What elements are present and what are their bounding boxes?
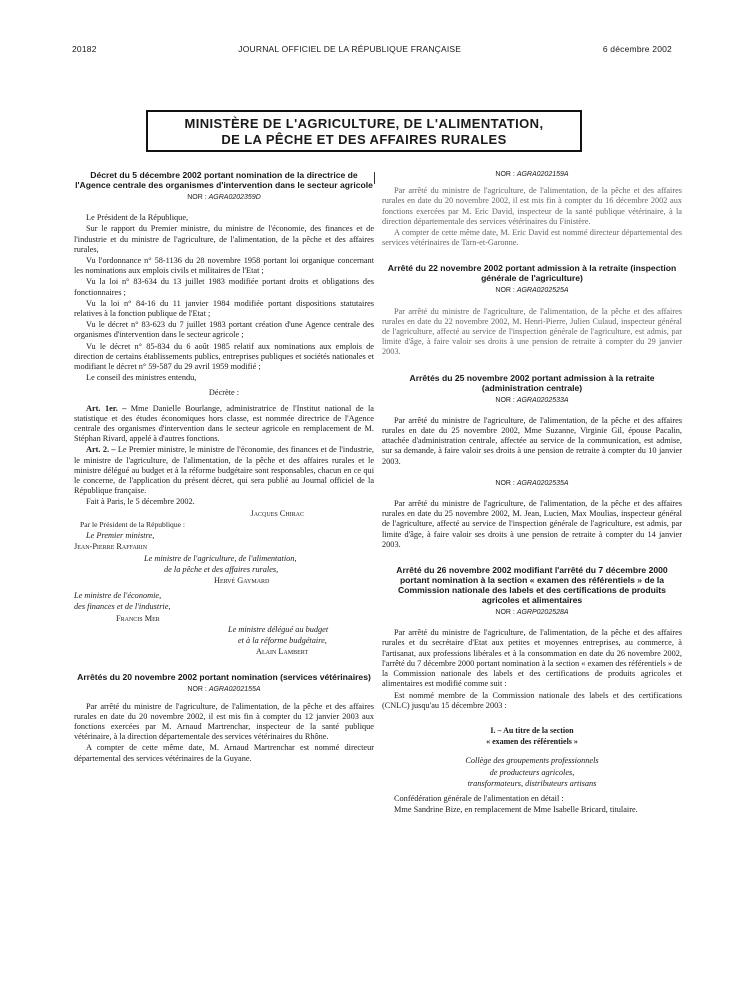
- paragraph: Par arrêté du ministre de l'agriculture, de l'alimentation, de la pêche et des affaires rurales en date du 20 novembre 2002, il est mis fin à compter du 16 décembre 2002 aux fonctions exercées par M. Eric David, inspecteur de la santé publique vétérinaire, à la direction départementale des services vétérinaires du Finistère.: [382, 186, 682, 226]
- decree-nor: [74, 193, 374, 203]
- article-1: [74, 404, 374, 445]
- page-header: [72, 44, 672, 54]
- nor-label: NOR :: [187, 194, 207, 201]
- nor-code: AGRA0202525A: [516, 287, 569, 295]
- paragraph: Vu la loi n° 83-634 du 13 juillet 1983 modifiée portant droits et obligations des fonctionnaires ;: [74, 277, 374, 297]
- paragraph: Vu la loi n° 84-16 du 11 janvier 1984 modifiée portant dispositions statutaires relatives à la fonction publique de l'Etat ;: [74, 298, 374, 319]
- arrete-26-nor: [382, 608, 682, 618]
- college-line-1: Collège des groupements professionnels: [465, 756, 599, 766]
- issue-date: 6 décembre 2002: [602, 44, 672, 54]
- paragraph: Par arrêté du ministre de l'agriculture, de l'alimentation, de la pêche et des affaires rurales en date du 22 novembre 2002, M. Henri-Pierre, Julien Culaud, inspecteur général de l'agriculture, affecté au service de l'inspection générale de l'agriculture, est admis, par limite d'âge, à faire valoir ses droits à une pension de retraite à compter du 29 janvier 2003.: [382, 306, 682, 357]
- article-text: Le Premier ministre, le ministre de l'économie, des finances et de l'industrie, le ministre de l'agriculture, de l'alimentation, de la pêche et des affaires rurales et le ministre délégué au budget et à la réforme budgétaire sont responsables, chacun en ce qui le concerne, de l'application du présent décret, qui sera publié au Journal officiel de la République française.: [74, 445, 375, 496]
- nor-label: NOR :: [495, 396, 515, 404]
- nor-code: AGRA0202533A: [516, 396, 569, 404]
- nor-code: AGRA0202155A: [208, 686, 261, 694]
- article-label: Art. 1er. –: [86, 403, 127, 413]
- decrete-heading: Décrète :: [208, 388, 240, 398]
- college-line-3: transformateurs, distributeurs artisans: [467, 778, 597, 788]
- paragraph: Mme Sandrine Bize, en remplacement de Mme Isabelle Bricard, titulaire.: [394, 805, 638, 815]
- fait-line: Fait à Paris, le 5 décembre 2002.: [86, 497, 195, 507]
- ministry-heading: [146, 110, 582, 152]
- arrete-26-title: Arrêté du 26 novembre 2002 modifiant l'arrêté du 7 décembre 2000 portant nomination à la section « examen des référentiels » de la Commission nationale des labels et des certifications de produits agricoles et alimentaires: [396, 565, 668, 606]
- left-column: [74, 170, 374, 765]
- section-title-2: « examen des référentiels »: [486, 737, 578, 747]
- eco-minister-name: Francis Mer: [116, 613, 160, 623]
- arrete-22-nor: [382, 286, 682, 296]
- nor-label: NOR :: [495, 287, 515, 295]
- page-number: 20182: [72, 44, 97, 54]
- pm-name: Jean-Pierre Raffarin: [74, 542, 148, 552]
- nor-code: AGRA0202159A: [516, 171, 569, 178]
- paragraph: Par arrêté du ministre de l'agriculture, de l'alimentation, de la pêche et des affaires rurales et du secrétaire d'Etat aux petites et moyennes entreprises, au commerce, à l'artisanat, aux professions libérales et à la consommation en date du 26 novembre 2002, l'arrêté du 7 décembre 2000 portant nomination à la section « examen des référentiels » de la Commission nationale des labels et des certifications de produits agricoles et alimentaires est modifié comme suit :: [382, 628, 682, 689]
- ministry-line-2: DE LA PÊCHE ET DES AFFAIRES RURALES: [221, 132, 507, 147]
- paragraph: Confédération générale de l'alimentation en détail :: [394, 793, 564, 803]
- paragraph: A compter de cette même date, M. Arnaud Martrenchar est nommé directeur départemental des services vétérinaires de la Guyane.: [74, 743, 374, 763]
- paragraph: Sur le rapport du Premier ministre, du ministre de l'économie, des finances et de l'industrie et du ministre de l'agriculture, de l'alimentation, de la pêche et des affaires rurales,: [74, 224, 374, 254]
- right-column: [382, 170, 682, 816]
- column-divider: [374, 172, 375, 184]
- ministry-line-1: MINISTÈRE DE L'AGRICULTURE, DE L'ALIMENTATION,: [184, 116, 544, 131]
- paragraph: Par arrêté du ministre de l'agriculture, de l'alimentation, de la pêche et des affaires rurales en date du 25 novembre 2002, Mme Suzanne, Virginie Gil, épouse Pacalin, attachée d'administration centrale, affectée au service de la communication, est admise, sur sa demande, à faire valoir ses droits à une pension de retraite à compter du 10 janvier 2003.: [382, 415, 682, 466]
- arretes-25-nor-1: [382, 396, 682, 406]
- arretes-20-nor: [74, 685, 374, 695]
- nor-label: NOR :: [495, 609, 515, 617]
- paragraph: Vu l'ordonnance n° 58-1136 du 28 novembre 1958 portant loi organique concernant les nominations aux emplois civils et militaires de l'Etat ;: [74, 256, 374, 276]
- agri-minister-title-2: de la pêche et des affaires rurales,: [164, 564, 279, 574]
- agri-minister-name: Hervé Gaymard: [214, 575, 270, 585]
- arretes-25-title: Arrêtés du 25 novembre 2002 portant admission à la retraite (administration centrale): [409, 372, 655, 393]
- paragraph: Est nommé membre de la Commission nationale des labels et des certifications (CNLC) jusqu'au 15 décembre 2003 :: [382, 690, 682, 710]
- budget-minister-title-1: Le ministre délégué au budget: [228, 624, 329, 634]
- budget-minister-title-2: et à la réforme budgétaire,: [238, 635, 327, 645]
- agri-minister-title-1: Le ministre de l'agriculture, de l'alimentation,: [144, 553, 297, 563]
- nor-code: AGRA0202359D: [208, 194, 261, 201]
- par-le-president: Par le Président de la République :: [80, 519, 186, 529]
- paragraph: Par arrêté du ministre de l'agriculture, de l'alimentation, de la pêche et des affaires rurales en date du 20 novembre 2002, il est mis fin à compter du 12 janvier 2003 aux fonctions exercées par M. Arnaud Martrenchar, inspecteur de la santé publique vétérinaire, à la direction départementale des services vétérinaires du Rhône.: [74, 701, 374, 742]
- arretes-25-nor-2: [382, 479, 682, 489]
- paragraph: A compter de cette même date, M. Eric David est nommé directeur départemental des services vétérinaires de Tarn-et-Garonne.: [382, 228, 682, 248]
- top-nor: [382, 170, 682, 180]
- arrete-22-title: Arrêté du 22 novembre 2002 portant admission à la retraite (inspection générale de l'agriculture): [387, 263, 677, 284]
- eco-minister-title-2: des finances et de l'industrie,: [74, 602, 171, 612]
- nor-code: AGRP0202528A: [516, 609, 569, 617]
- nor-code: AGRA0202535A: [516, 479, 569, 487]
- budget-minister-name: Alain Lambert: [256, 647, 309, 657]
- journal-title: JOURNAL OFFICIEL DE LA RÉPUBLIQUE FRANÇAISE: [238, 44, 462, 54]
- article-text: Mme Danielle Bourlange, administratrice de l'Institut national de la statistique et des études économiques hors classe, est nommée directrice de l'Agence centrale des organismes d'intervention dans le secteur agricole en remplacement de M. Stéphan Rivard, appelé à d'autres fonctions.: [74, 403, 374, 444]
- pm-title: Le Premier ministre,: [86, 531, 155, 541]
- college-line-2: de producteurs agricoles,: [489, 767, 575, 777]
- nor-label: NOR :: [187, 686, 207, 694]
- paragraph: Vu le décret n° 83-623 du 7 juillet 1983 portant création d'une Agence centrale des organismes d'intervention dans le secteur agricole ;: [74, 320, 374, 340]
- eco-minister-title-1: Le ministre de l'économie,: [74, 591, 162, 601]
- article-2: [74, 445, 374, 496]
- signature-chirac: Jacques Chirac: [250, 508, 304, 518]
- paragraph: Vu le décret n° 85-834 du 6 août 1985 relatif aux nominations aux emplois de direction de certains établissements publics, entreprises publiques et sociétés nationales et modifiant le décret n° 59-587 du 29 avril 1959 modifié ;: [74, 341, 374, 372]
- nor-label: NOR :: [495, 479, 515, 487]
- section-title-1: I. – Au titre de la section: [490, 725, 574, 735]
- paragraph: Le Président de la République,: [86, 213, 189, 223]
- decree-title: Décret du 5 décembre 2002 portant nomination de la directrice de l'Agence centrale des organismes d'intervention dans le secteur agricole: [75, 170, 373, 190]
- paragraph: Par arrêté du ministre de l'agriculture, de l'alimentation, de la pêche et des affaires rurales en date du 25 novembre 2002, M. Jean, Lucien, Max Moulias, inspecteur général de l'agriculture, affecté au service de l'inspection générale de l'agriculture, est admis, par limite d'âge, à faire valoir ses droits à une pension de retraite à compter du 14 janvier 2003.: [382, 499, 682, 549]
- article-label: Art. 2. –: [86, 445, 116, 455]
- arretes-20-title: Arrêtés du 20 novembre 2002 portant nomination (services vétérinaires): [77, 672, 371, 683]
- nor-label: NOR :: [495, 171, 515, 178]
- paragraph: Le conseil des ministres entendu,: [86, 373, 197, 383]
